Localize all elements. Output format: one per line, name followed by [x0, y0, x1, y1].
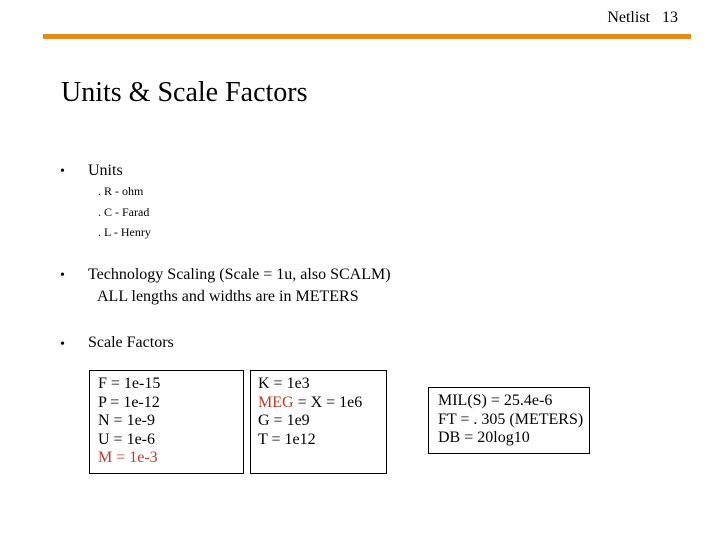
slide-title: Units & Scale Factors [61, 77, 308, 108]
factor-k: K = 1e3 [258, 375, 310, 392]
page-number: 13 [662, 9, 678, 26]
bullet-scale-factors: Scale Factors [88, 334, 174, 351]
factor-db: DB = 20log10 [438, 429, 530, 446]
bullet-marker: • [60, 337, 65, 352]
scale-box-other [428, 387, 590, 454]
meg-value: = X = 1e6 [293, 393, 363, 411]
bullet-technology-scaling-note: ALL lengths and widths are in METERS [97, 288, 359, 305]
factor-f: F = 1e-15 [98, 375, 161, 392]
sub-item-ohm: . R - ohm [98, 184, 144, 198]
sub-item-henry: . L - Henry [98, 225, 151, 239]
factor-t: T = 1e12 [258, 430, 316, 448]
factor-n: N = 1e-9 [98, 412, 156, 429]
bullet-technology-scaling: Technology Scaling (Scale = 1u, also SCALM) [88, 266, 391, 283]
header-rule [43, 34, 691, 39]
factor-g: G = 1e9 [258, 412, 310, 429]
sub-item-farad: . C - Farad [98, 205, 150, 219]
bullet-marker: • [60, 268, 65, 283]
factor-mil: MIL(S) = 25.4e-6 [438, 392, 553, 409]
scale-box-small [89, 370, 244, 474]
slide-header [607, 9, 678, 27]
factor-u: U = 1e-6 [98, 430, 156, 448]
factor-p: P = 1e-12 [98, 393, 160, 411]
bullet-marker: • [60, 164, 65, 179]
factor-meg [258, 394, 386, 413]
factor-m: M = 1e-3 [98, 449, 158, 466]
bullet-units: Units [88, 162, 123, 179]
factor-ft: FT = . 305 (METERS) [438, 410, 584, 428]
scale-box-large [250, 370, 387, 474]
section-label: Netlist [607, 9, 650, 26]
meg-label: MEG [258, 393, 294, 411]
